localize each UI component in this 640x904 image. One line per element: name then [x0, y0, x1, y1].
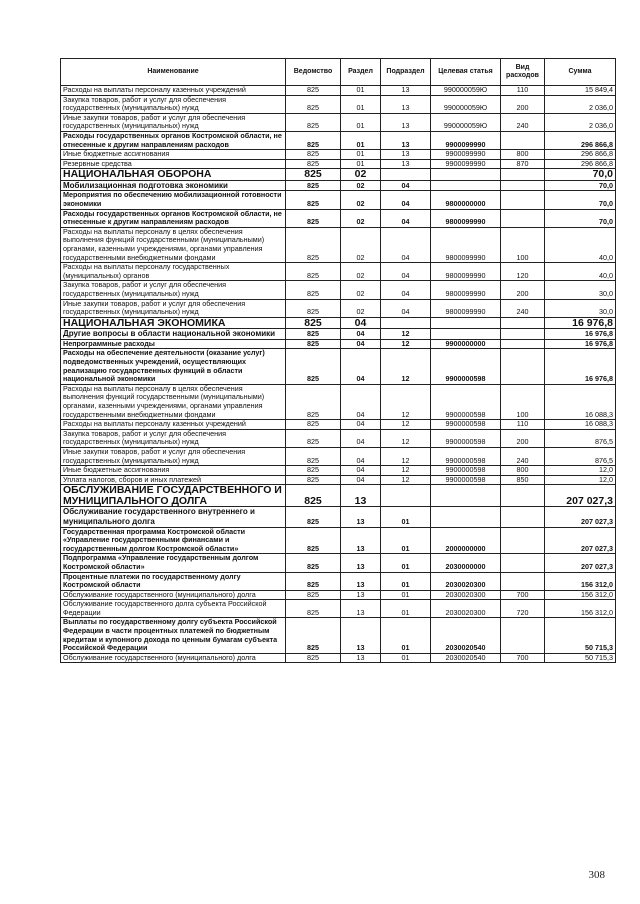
- row-department-cell: 825: [286, 95, 341, 113]
- row-subsection-cell: 04: [381, 299, 431, 317]
- row-section-cell: 04: [341, 429, 381, 447]
- row-target-article-cell: 2000000000: [431, 527, 501, 554]
- row-section-cell: 02: [341, 263, 381, 281]
- table-row: [61, 131, 616, 149]
- row-subsection-cell: 01: [381, 572, 431, 590]
- row-expense-kind-cell: 700: [501, 590, 545, 600]
- table-row: [61, 191, 616, 209]
- row-sum-cell: 2 036,0: [545, 95, 616, 113]
- row-section-cell: 02: [341, 227, 381, 262]
- row-section-cell: 02: [341, 299, 381, 317]
- row-expense-kind-cell: 850: [501, 475, 545, 485]
- row-name-cell: Расходы на выплаты персоналу в целях обеспечения выполнения функций государственными (муниципальными) органами, казенными учреждениями, органами управления государственными внебюджетными фондами: [61, 227, 286, 262]
- row-target-article-cell: 9800099990: [431, 209, 501, 227]
- table-row: [61, 429, 616, 447]
- row-subsection-cell: 13: [381, 95, 431, 113]
- row-target-article-cell: 990000059Ю: [431, 113, 501, 131]
- table-row: [61, 209, 616, 227]
- row-target-article-cell: 9800000000: [431, 191, 501, 209]
- table-row: [61, 527, 616, 554]
- row-expense-kind-cell: [501, 618, 545, 653]
- row-target-article-cell: 9900000598: [431, 466, 501, 476]
- row-subsection-cell: 01: [381, 653, 431, 663]
- row-subsection-cell: 01: [381, 554, 431, 572]
- header-subsection: Подраздел: [381, 59, 431, 86]
- row-expense-kind-cell: 100: [501, 384, 545, 419]
- row-sum-cell: 70,0: [545, 169, 616, 181]
- row-name-cell: НАЦИОНАЛЬНАЯ ЭКОНОМИКА: [61, 317, 286, 329]
- row-sum-cell: 207 027,3: [545, 554, 616, 572]
- row-name-cell: Подпрограмма «Управление государственным долгом Костромской области»: [61, 554, 286, 572]
- header-sum: Сумма: [545, 59, 616, 86]
- row-sum-cell: 16 976,8: [545, 339, 616, 349]
- row-name-cell: Обслуживание государственного (муниципального) долга: [61, 653, 286, 663]
- row-department-cell: 825: [286, 299, 341, 317]
- row-name-cell: Закупка товаров, работ и услуг для обеспечения государственных (муниципальных) нужд: [61, 95, 286, 113]
- row-name-cell: Мероприятия по обеспечению мобилизационной готовности экономики: [61, 191, 286, 209]
- row-target-article-cell: 9900000598: [431, 447, 501, 465]
- row-target-article-cell: [431, 329, 501, 340]
- table-row: [61, 384, 616, 419]
- row-sum-cell: 16 088,3: [545, 384, 616, 419]
- row-name-cell: ОБСЛУЖИВАНИЕ ГОСУДАРСТВЕННОГО И МУНИЦИПАЛЬНОГО ДОЛГА: [61, 485, 286, 507]
- row-name-cell: Расходы на выплаты персоналу государственных (муниципальных) органов: [61, 263, 286, 281]
- row-department-cell: 825: [286, 329, 341, 340]
- table-row: [61, 618, 616, 653]
- row-target-article-cell: 9900099990: [431, 150, 501, 160]
- row-department-cell: 825: [286, 554, 341, 572]
- row-sum-cell: 156 312,0: [545, 590, 616, 600]
- row-expense-kind-cell: 110: [501, 86, 545, 96]
- row-name-cell: Расходы государственных органов Костромской области, не отнесенные к другим направлениям расходов: [61, 209, 286, 227]
- row-section-cell: 04: [341, 420, 381, 430]
- row-expense-kind-cell: [501, 572, 545, 590]
- row-target-article-cell: 9900000598: [431, 475, 501, 485]
- row-department-cell: 825: [286, 572, 341, 590]
- row-sum-cell: 207 027,3: [545, 507, 616, 527]
- row-expense-kind-cell: [501, 329, 545, 340]
- row-sum-cell: 876,5: [545, 447, 616, 465]
- row-department-cell: 825: [286, 86, 341, 96]
- row-section-cell: 02: [341, 281, 381, 299]
- row-sum-cell: 50 715,3: [545, 618, 616, 653]
- row-department-cell: 825: [286, 475, 341, 485]
- row-subsection-cell: 01: [381, 507, 431, 527]
- row-sum-cell: 15 849,4: [545, 86, 616, 96]
- header-target-article: Целевая статья: [431, 59, 501, 86]
- row-target-article-cell: [431, 507, 501, 527]
- row-name-cell: Иные бюджетные ассигнования: [61, 150, 286, 160]
- header-section: Раздел: [341, 59, 381, 86]
- row-subsection-cell: 04: [381, 191, 431, 209]
- row-target-article-cell: 9900000598: [431, 349, 501, 384]
- row-sum-cell: 156 312,0: [545, 600, 616, 618]
- row-target-article-cell: 9900000598: [431, 429, 501, 447]
- row-section-cell: 04: [341, 384, 381, 419]
- row-sum-cell: 70,0: [545, 180, 616, 191]
- table-row: [61, 339, 616, 349]
- row-sum-cell: 12,0: [545, 466, 616, 476]
- row-sum-cell: 207 027,3: [545, 485, 616, 507]
- row-target-article-cell: [431, 317, 501, 329]
- row-sum-cell: 876,5: [545, 429, 616, 447]
- row-section-cell: 04: [341, 475, 381, 485]
- table-row: [61, 180, 616, 191]
- row-sum-cell: 2 036,0: [545, 113, 616, 131]
- table-row: [61, 299, 616, 317]
- row-section-cell: 04: [341, 466, 381, 476]
- row-expense-kind-cell: [501, 485, 545, 507]
- row-department-cell: 825: [286, 466, 341, 476]
- table-row: [61, 113, 616, 131]
- row-section-cell: 13: [341, 590, 381, 600]
- row-name-cell: Другие вопросы в области национальной экономики: [61, 329, 286, 340]
- row-subsection-cell: 04: [381, 180, 431, 191]
- row-expense-kind-cell: [501, 554, 545, 572]
- row-target-article-cell: 2030020300: [431, 590, 501, 600]
- row-expense-kind-cell: [501, 169, 545, 181]
- row-department-cell: 825: [286, 263, 341, 281]
- row-section-cell: 04: [341, 349, 381, 384]
- table-body: [61, 86, 616, 663]
- table-row: [61, 150, 616, 160]
- row-name-cell: Иные бюджетные ассигнования: [61, 466, 286, 476]
- row-name-cell: Процентные платежи по государственному долгу Костромской области: [61, 572, 286, 590]
- row-target-article-cell: 9900099990: [431, 131, 501, 149]
- row-expense-kind-cell: 200: [501, 95, 545, 113]
- row-expense-kind-cell: [501, 209, 545, 227]
- row-name-cell: Расходы на выплаты персоналу в целях обеспечения выполнения функций государственными (муниципальными) органами, казенными учреждениями, органами управления государственными внебюджетными фондами: [61, 384, 286, 419]
- row-target-article-cell: 2030020540: [431, 618, 501, 653]
- row-section-cell: 13: [341, 527, 381, 554]
- row-section-cell: 01: [341, 113, 381, 131]
- row-expense-kind-cell: 100: [501, 227, 545, 262]
- row-name-cell: НАЦИОНАЛЬНАЯ ОБОРОНА: [61, 169, 286, 181]
- row-subsection-cell: 12: [381, 466, 431, 476]
- row-target-article-cell: 9900099990: [431, 159, 501, 169]
- row-sum-cell: 40,0: [545, 263, 616, 281]
- row-expense-kind-cell: [501, 317, 545, 329]
- row-name-cell: Государственная программа Костромской области «Управление государственными финансами и государственным долгом Костромской области»: [61, 527, 286, 554]
- row-expense-kind-cell: [501, 507, 545, 527]
- row-section-cell: 04: [341, 317, 381, 329]
- row-sum-cell: 16 088,3: [545, 420, 616, 430]
- row-name-cell: Иные закупки товаров, работ и услуг для обеспечения государственных (муниципальных) нужд: [61, 299, 286, 317]
- row-department-cell: 825: [286, 169, 341, 181]
- row-target-article-cell: 9900000000: [431, 339, 501, 349]
- table-row: [61, 329, 616, 340]
- page-number: 308: [588, 869, 605, 881]
- row-subsection-cell: 12: [381, 349, 431, 384]
- row-name-cell: Мобилизационная подготовка экономики: [61, 180, 286, 191]
- row-section-cell: 01: [341, 95, 381, 113]
- row-section-cell: 13: [341, 618, 381, 653]
- row-section-cell: 01: [341, 159, 381, 169]
- row-target-article-cell: 2030020300: [431, 600, 501, 618]
- row-subsection-cell: 04: [381, 209, 431, 227]
- row-sum-cell: 296 866,8: [545, 159, 616, 169]
- row-target-article-cell: [431, 180, 501, 191]
- row-expense-kind-cell: [501, 527, 545, 554]
- row-department-cell: 825: [286, 150, 341, 160]
- row-subsection-cell: 12: [381, 384, 431, 419]
- row-expense-kind-cell: 870: [501, 159, 545, 169]
- row-name-cell: Расходы на обеспечение деятельности (оказание услуг) подведомственных учреждений, осуществляющих реализацию государственных функций в области национальной экономики: [61, 349, 286, 384]
- row-sum-cell: 50 715,3: [545, 653, 616, 663]
- row-department-cell: 825: [286, 507, 341, 527]
- row-section-cell: 13: [341, 572, 381, 590]
- row-department-cell: 825: [286, 159, 341, 169]
- row-name-cell: Непрограммные расходы: [61, 339, 286, 349]
- row-subsection-cell: 04: [381, 227, 431, 262]
- table-row: [61, 590, 616, 600]
- table-row: [61, 466, 616, 476]
- row-expense-kind-cell: [501, 191, 545, 209]
- row-department-cell: 825: [286, 191, 341, 209]
- row-subsection-cell: 13: [381, 86, 431, 96]
- row-department-cell: 825: [286, 349, 341, 384]
- row-section-cell: 02: [341, 209, 381, 227]
- header-name: Наименование: [61, 59, 286, 86]
- row-sum-cell: 40,0: [545, 227, 616, 262]
- row-name-cell: Иные закупки товаров, работ и услуг для обеспечения государственных (муниципальных) нужд: [61, 447, 286, 465]
- row-department-cell: 825: [286, 485, 341, 507]
- row-sum-cell: 16 976,8: [545, 349, 616, 384]
- table-row: [61, 169, 616, 181]
- row-department-cell: 825: [286, 429, 341, 447]
- row-target-article-cell: 990000059Ю: [431, 95, 501, 113]
- row-department-cell: 825: [286, 600, 341, 618]
- row-sum-cell: 16 976,8: [545, 317, 616, 329]
- table-row: [61, 86, 616, 96]
- table-row: [61, 475, 616, 485]
- header-expense-kind: Вид расходов: [501, 59, 545, 86]
- row-department-cell: 825: [286, 384, 341, 419]
- row-expense-kind-cell: 200: [501, 429, 545, 447]
- row-target-article-cell: [431, 485, 501, 507]
- table-row: [61, 447, 616, 465]
- table-row: [61, 420, 616, 430]
- row-expense-kind-cell: 800: [501, 150, 545, 160]
- row-subsection-cell: 12: [381, 339, 431, 349]
- row-name-cell: Обслуживание государственного (муниципального) долга: [61, 590, 286, 600]
- row-name-cell: Закупка товаров, работ и услуг для обеспечения государственных (муниципальных) нужд: [61, 429, 286, 447]
- row-department-cell: 825: [286, 281, 341, 299]
- row-target-article-cell: 9800099990: [431, 299, 501, 317]
- row-target-article-cell: 2030020540: [431, 653, 501, 663]
- row-sum-cell: 207 027,3: [545, 527, 616, 554]
- table-row: [61, 507, 616, 527]
- budget-table: [60, 58, 616, 663]
- row-department-cell: 825: [286, 339, 341, 349]
- row-target-article-cell: 9800099990: [431, 227, 501, 262]
- table-row: [61, 317, 616, 329]
- row-department-cell: 825: [286, 317, 341, 329]
- row-section-cell: 02: [341, 180, 381, 191]
- row-sum-cell: 156 312,0: [545, 572, 616, 590]
- row-sum-cell: 70,0: [545, 191, 616, 209]
- table-header-row: [61, 59, 616, 86]
- row-expense-kind-cell: 240: [501, 299, 545, 317]
- row-expense-kind-cell: [501, 339, 545, 349]
- row-section-cell: 04: [341, 339, 381, 349]
- table-row: [61, 281, 616, 299]
- row-name-cell: Иные закупки товаров, работ и услуг для обеспечения государственных (муниципальных) нужд: [61, 113, 286, 131]
- table-row: [61, 263, 616, 281]
- row-subsection-cell: 12: [381, 329, 431, 340]
- table-row: [61, 227, 616, 262]
- row-expense-kind-cell: 720: [501, 600, 545, 618]
- row-section-cell: 02: [341, 169, 381, 181]
- row-name-cell: Расходы государственных органов Костромской области, не отнесенные к другим направлениям расходов: [61, 131, 286, 149]
- row-expense-kind-cell: 700: [501, 653, 545, 663]
- table-row: [61, 600, 616, 618]
- row-sum-cell: 30,0: [545, 299, 616, 317]
- row-department-cell: 825: [286, 653, 341, 663]
- row-section-cell: 13: [341, 653, 381, 663]
- row-name-cell: Закупка товаров, работ и услуг для обеспечения государственных (муниципальных) нужд: [61, 281, 286, 299]
- row-department-cell: 825: [286, 527, 341, 554]
- row-section-cell: 13: [341, 507, 381, 527]
- row-section-cell: 13: [341, 600, 381, 618]
- table-row: [61, 554, 616, 572]
- row-sum-cell: 296 866,8: [545, 150, 616, 160]
- row-department-cell: 825: [286, 180, 341, 191]
- row-department-cell: 825: [286, 113, 341, 131]
- row-name-cell: Расходы на выплаты персоналу казенных учреждений: [61, 420, 286, 430]
- row-subsection-cell: [381, 485, 431, 507]
- row-name-cell: Расходы на выплаты персоналу казенных учреждений: [61, 86, 286, 96]
- row-name-cell: Резервные средства: [61, 159, 286, 169]
- row-subsection-cell: 13: [381, 113, 431, 131]
- row-subsection-cell: 04: [381, 281, 431, 299]
- header-department: Ведомство: [286, 59, 341, 86]
- table-row: [61, 485, 616, 507]
- row-target-article-cell: 9800099990: [431, 263, 501, 281]
- row-target-article-cell: 990000059Ю: [431, 86, 501, 96]
- row-department-cell: 825: [286, 227, 341, 262]
- row-section-cell: 04: [341, 329, 381, 340]
- row-sum-cell: 30,0: [545, 281, 616, 299]
- row-expense-kind-cell: [501, 349, 545, 384]
- row-target-article-cell: 9900000598: [431, 384, 501, 419]
- row-subsection-cell: 04: [381, 263, 431, 281]
- row-subsection-cell: 01: [381, 527, 431, 554]
- row-department-cell: 825: [286, 420, 341, 430]
- row-subsection-cell: [381, 169, 431, 181]
- row-sum-cell: 16 976,8: [545, 329, 616, 340]
- row-section-cell: 01: [341, 131, 381, 149]
- row-subsection-cell: 13: [381, 131, 431, 149]
- table-row: [61, 653, 616, 663]
- row-section-cell: 13: [341, 554, 381, 572]
- row-subsection-cell: [381, 317, 431, 329]
- row-section-cell: 01: [341, 150, 381, 160]
- row-subsection-cell: 13: [381, 159, 431, 169]
- row-expense-kind-cell: [501, 180, 545, 191]
- row-expense-kind-cell: 800: [501, 466, 545, 476]
- row-subsection-cell: 12: [381, 447, 431, 465]
- row-section-cell: 02: [341, 191, 381, 209]
- row-name-cell: Выплаты по государственному долгу субъекта Российской Федерации в части процентных платежей по бюджетным кредитам и купонного дохода по ценным бумагам субъекта Российской Федерации: [61, 618, 286, 653]
- row-sum-cell: 12,0: [545, 475, 616, 485]
- row-subsection-cell: 12: [381, 475, 431, 485]
- row-expense-kind-cell: 120: [501, 263, 545, 281]
- table-row: [61, 159, 616, 169]
- row-target-article-cell: 2030000000: [431, 554, 501, 572]
- row-target-article-cell: 9900000598: [431, 420, 501, 430]
- row-target-article-cell: 9800099990: [431, 281, 501, 299]
- row-name-cell: Обслуживание государственного внутреннего и муниципального долга: [61, 507, 286, 527]
- row-subsection-cell: 01: [381, 600, 431, 618]
- row-sum-cell: 70,0: [545, 209, 616, 227]
- row-name-cell: Уплата налогов, сборов и иных платежей: [61, 475, 286, 485]
- row-section-cell: 01: [341, 86, 381, 96]
- row-target-article-cell: 2030020300: [431, 572, 501, 590]
- row-section-cell: 04: [341, 447, 381, 465]
- row-subsection-cell: 01: [381, 590, 431, 600]
- row-expense-kind-cell: 240: [501, 113, 545, 131]
- table-row: [61, 95, 616, 113]
- row-department-cell: 825: [286, 447, 341, 465]
- row-department-cell: 825: [286, 209, 341, 227]
- row-name-cell: Обслуживание государственного долга субъекта Российской Федерации: [61, 600, 286, 618]
- row-sum-cell: 296 866,8: [545, 131, 616, 149]
- row-section-cell: 13: [341, 485, 381, 507]
- table-row: [61, 572, 616, 590]
- row-subsection-cell: 12: [381, 429, 431, 447]
- row-subsection-cell: 12: [381, 420, 431, 430]
- row-department-cell: 825: [286, 590, 341, 600]
- row-department-cell: 825: [286, 131, 341, 149]
- row-department-cell: 825: [286, 618, 341, 653]
- table-row: [61, 349, 616, 384]
- row-expense-kind-cell: 200: [501, 281, 545, 299]
- row-subsection-cell: 01: [381, 618, 431, 653]
- row-expense-kind-cell: 240: [501, 447, 545, 465]
- row-expense-kind-cell: 110: [501, 420, 545, 430]
- row-target-article-cell: [431, 169, 501, 181]
- row-expense-kind-cell: [501, 131, 545, 149]
- row-subsection-cell: 13: [381, 150, 431, 160]
